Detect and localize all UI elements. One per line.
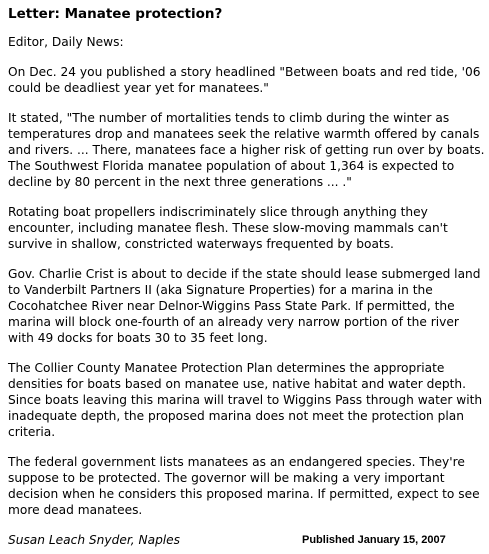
letter-salutation: Editor, Daily News: xyxy=(8,35,124,49)
letter-paragraph-6: The federal government lists manatees as an endangered species. They're suppose to be protected. The governor will be making a very important decision when he considers this proposed marina. If permitted, expect to see more dead manatees. xyxy=(8,455,480,517)
letter-paragraph-4: Gov. Charlie Crist is about to decide if the state should lease submerged land to Vanderbilt Partners II (aka Signature Properties) for a marina in the Cocohatchee River near Delnor-Wiggins Pass State Park. If permitted, the marina will block one-fourth of an already very narrow portion of the river with 49 docks for boats 30 to 35 feet long. xyxy=(8,267,481,345)
letter-paragraph-2: It stated, "The number of mortalities tends to climb during the winter as temperatures drop and manatees seek the relative warmth offered by canals and rivers. ... There, manatees face a higher risk of getting run over by boats. The Southwest Florida manatee population of about 1,364 is expected to decline by 80 percent in the next three generations ... ." xyxy=(8,111,485,189)
letter-paragraph-5: The Collier County Manatee Protection Plan determines the appropriate densities for boats based on manatee use, native habitat and water depth. Since boats leaving this marina will travel to Wiggins Pass through water with inadequate depth, the proposed marina does not meet the protection plan criteria. xyxy=(8,361,483,439)
letter-title: Letter: Manatee protection? xyxy=(8,6,223,22)
letter-signoff xyxy=(8,532,478,550)
letter-author: Susan Leach Snyder, Naples xyxy=(8,533,181,547)
letter-paragraph-3: Rotating boat propellers indiscriminately slice through anything they encounter, including manatee flesh. These slow-moving mammals can't survive in shallow, constricted waterways frequented by boats. xyxy=(8,205,448,251)
letter-article xyxy=(8,0,486,518)
letter-paragraph-1: On Dec. 24 you published a story headlined "Between boats and red tide, '06 could be deadliest year yet for manatees." xyxy=(8,65,481,95)
publication-date: Published January 15, 2007 xyxy=(302,534,446,546)
